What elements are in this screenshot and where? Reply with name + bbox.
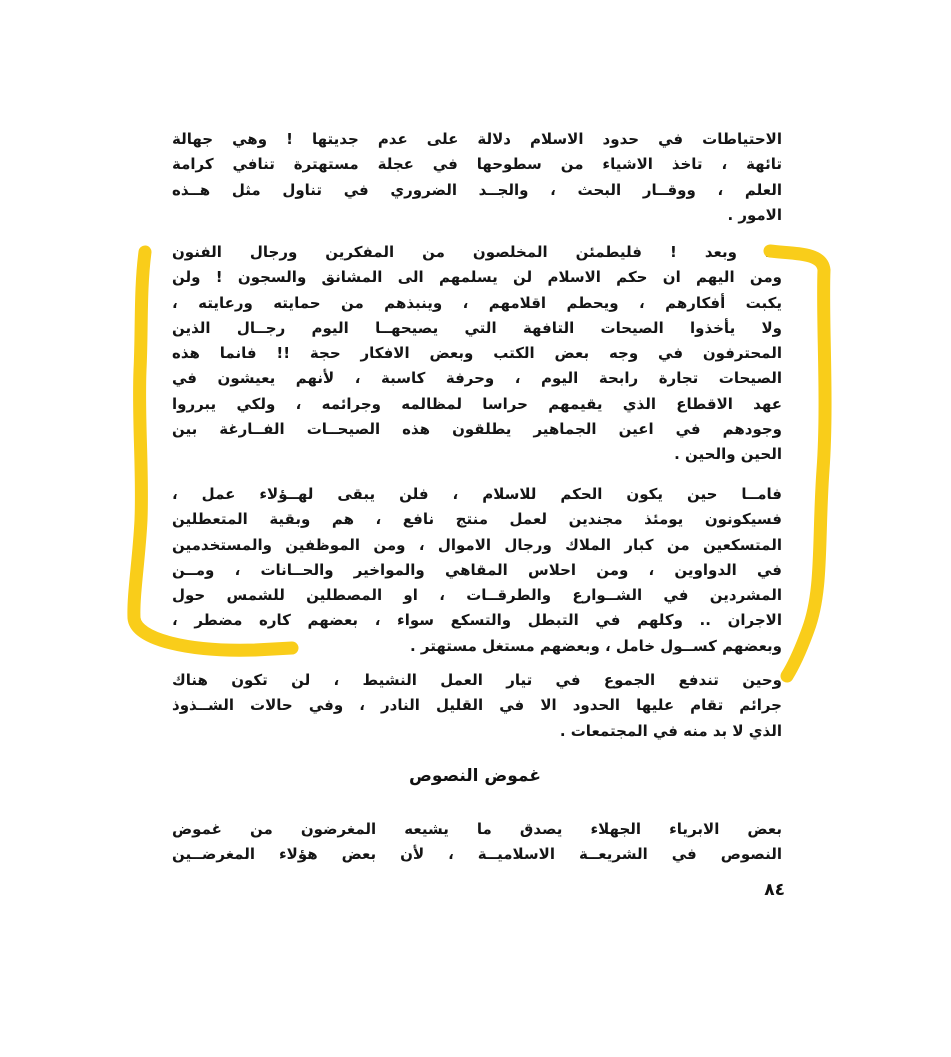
paragraph-1-line: الاحتياطات في حدود الاسلام دلالة على عدم جديتها ! وهي جهالة <box>172 130 782 148</box>
paragraph-3-line: المتسكعين من كبار الملاك ورجال الاموال ، ومن الموظفين والمستخدمين <box>172 535 782 554</box>
paragraph-2-line: عهد الاقطاع الذي يقيمهم حراسا لمظالمه وجرائمه ، ولكي يبرروا <box>172 394 782 413</box>
paragraph-3-line: الاجران .. وكلهم في التبطل والتسكع سواء ، بعضهم كاره مضطر ، <box>172 611 782 630</box>
paragraph-1-line: الامور . <box>727 205 782 224</box>
paragraph-2-line: ولا يأخذوا الصيحات التافهة التي يصيحهــا اليوم رجــال الذين <box>172 318 782 337</box>
paragraph-2-line: المحترفون في وجه بعض الكتب وبعض الافكار حجة !! فانما هذه <box>172 344 782 363</box>
page-number: ٨٤ <box>764 880 785 900</box>
paragraph-2-line: الصيحات تجارة رابحة اليوم ، وحرفة كاسبة ، لأنهم يعيشون في <box>172 369 782 388</box>
paragraph-4-line: الذي لا بد منه في المجتمعات . <box>559 721 782 740</box>
paragraph-1-line: تائهة ، تاخذ الاشياء من سطوحها في عجلة مستهترة تنافي كرامة <box>172 155 782 174</box>
paragraph-5-line: النصوص في الشريعــة الاسلاميــة ، لأن بعض هؤلاء المغرضــين <box>172 845 782 864</box>
paragraph-2-line: يكبت أفكارهم ، ويحطم اقلامهم ، وينبذهم من حمايته ورعايته ، <box>172 293 782 312</box>
paragraph-3-line: وبعضهم كســول خامل ، وبعضهم مستغل مستهتر . <box>409 636 782 655</box>
paragraph-4 <box>172 668 782 744</box>
paragraph-3-line: المشردين في الشــوارع والطرقــات ، او المصطلين للشمس حول <box>172 586 782 605</box>
paragraph-3 <box>172 482 782 659</box>
paragraph-2-line: ومن اليهم ان حكم الاسلام لن يسلمهم الى المشانق والسجون ! ولن <box>172 268 782 287</box>
paragraph-5 <box>172 817 782 868</box>
paragraph-3-line: في الدواوين ، ومن احلاس المقاهي والمواخير والحــانات ، ومــن <box>172 560 782 579</box>
paragraph-4-line: جرائم تقام عليها الحدود الا في القليل النادر ، وفي حالات الشــذوذ <box>172 696 782 715</box>
paragraph-2-line: ... وبعد ! فليطمئن المخلصون من المفكرين ورجال الفنون <box>172 243 782 261</box>
paragraph-1 <box>172 127 782 228</box>
paragraph-2-line: وجودهم في اعين الجماهير يطلقون هذه الصيحــات الفــارغة بين <box>172 420 782 439</box>
paragraph-3-line: فامــا حين يكون الحكم للاسلام ، فلن يبقى لهــؤلاء عمل ، <box>172 485 782 503</box>
section-heading: غموض النصوص <box>409 766 541 786</box>
paragraph-2-line: الحين والحين . <box>674 445 782 464</box>
paragraph-1-line: العلم ، ووقــار البحث ، والجــد الضروري في تناول مثل هــذه <box>172 180 782 199</box>
paragraph-5-line: بعض الابرياء الجهلاء يصدق ما يشيعه المغرضون من غموض <box>172 820 782 838</box>
paragraph-2 <box>172 240 782 468</box>
paragraph-3-line: فسيكونون يومئذ مجندين لعمل منتج نافع ، هم وبقية المتعطلين <box>172 510 782 529</box>
paragraph-4-line: وحين تندفع الجموع في تيار العمل النشيط ، لن تكون هناك <box>172 671 782 689</box>
